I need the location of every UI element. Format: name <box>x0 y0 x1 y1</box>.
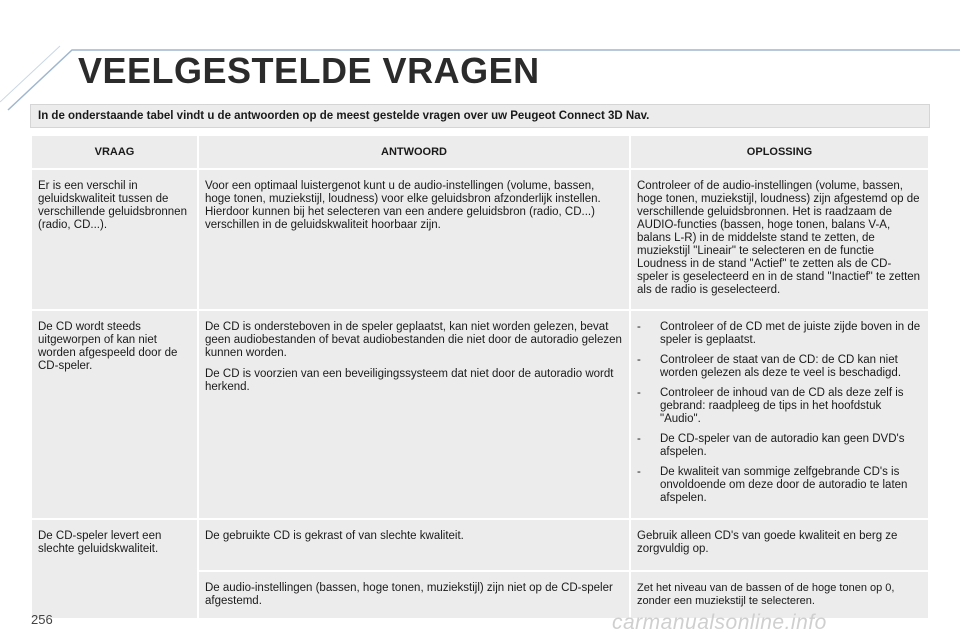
page-title: VEELGESTELDE VRAGEN <box>78 50 540 91</box>
list-dash: - <box>637 466 641 478</box>
table-row <box>32 520 928 570</box>
list-item <box>637 387 922 426</box>
table-row <box>32 311 928 518</box>
solution-cell: Controleer of de audio-instellingen (volume, bassen, hoge tonen, muziekstijl, loudness) zijn afgestemd op de verschillende geluidsbronnen. Het is raadzaam de AUDIO-functies (bassen, hoge tonen, balans V-A, balans L-R) in de middelste stand te zetten, de muziekstijl "Lineair" te selecteren en de functie Loudness in de stand "Actief" te zetten als de CD-speler is geselecteerd en in de stand "Inactief" te zetten als de radio is geselecteerd. <box>631 170 928 309</box>
intro-banner: In de onderstaande tabel vindt u de antwoorden op de meest gestelde vragen over uw Peugeot Connect 3D Nav. <box>30 104 930 128</box>
question-cell: De CD wordt steeds uitgeworpen of kan niet worden afgespeeld door de CD-speler. <box>32 311 197 518</box>
list-dash: - <box>637 321 641 333</box>
list-item-text: De kwaliteit van sommige zelfgebrande CD's is onvoldoende om deze door de autoradio te laten afspelen. <box>660 466 908 504</box>
solution-cell: Gebruik alleen CD's van goede kwaliteit en berg ze zorgvuldig op. <box>631 520 928 570</box>
header-answer: ANTWOORD <box>199 136 629 168</box>
solution-cell: Zet het niveau van de bassen of de hoge tonen op 0, zonder een muziekstijl te selecteren. <box>631 572 928 618</box>
list-item <box>637 321 922 347</box>
question-cell: De CD-speler levert een slechte geluidskwaliteit. <box>32 520 197 618</box>
list-item <box>637 433 922 459</box>
page-number: 256 <box>31 612 53 627</box>
list-item <box>637 466 922 505</box>
list-dash: - <box>637 433 641 445</box>
answer-cell: Voor een optimaal luistergenot kunt u de audio-instellingen (volume, bassen, hoge tonen, muziekstijl, loudness) voor elke geluidsbron afzonderlijk instellen. Hierdoor kunnen bij het selecteren van een andere geluidsbron (radio, CD...) verschillen in de geluidskwaliteit hoorbaar zijn. <box>199 170 629 309</box>
list-item-text: Controleer of de CD met de juiste zijde boven in de speler is geplaatst. <box>660 321 921 346</box>
list-dash: - <box>637 387 641 399</box>
solution-cell <box>631 311 928 518</box>
answer-paragraph: De CD is ondersteboven in de speler geplaatst, kan niet worden gelezen, bevat geen audiobestanden of bevat audiobestanden die niet door de autoradio gelezen kunnen worden. <box>205 321 622 359</box>
list-item-text: Controleer de staat van de CD: de CD kan niet worden gelezen als deze te veel is beschadigd. <box>660 354 902 379</box>
answer-paragraph: De CD is voorzien van een beveiligingssysteem dat niet door de autoradio wordt herkend. <box>205 368 614 393</box>
answer-cell: De audio-instellingen (bassen, hoge tonen, muziekstijl) zijn niet op de CD-speler afgestemd. <box>199 572 629 618</box>
list-item-text: Controleer de inhoud van de CD als deze zelf is gebrand: raadpleeg de tips in het hoofdstuk "Audio". <box>660 387 904 425</box>
faq-table <box>30 134 930 620</box>
question-cell: Er is een verschil in geluidskwaliteit tussen de verschillende geluidsbronnen (radio, CD...). <box>32 170 197 309</box>
answer-cell: De gebruikte CD is gekrast of van slechte kwaliteit. <box>199 520 629 570</box>
solution-list <box>637 321 922 505</box>
list-item <box>637 354 922 380</box>
list-item-text: De CD-speler van de autoradio kan geen DVD's afspelen. <box>660 433 905 458</box>
table-row <box>32 170 928 309</box>
watermark: carmanualsonline.info <box>612 611 827 634</box>
answer-cell <box>199 311 629 518</box>
table-header-row <box>32 136 928 168</box>
header-solution: OPLOSSING <box>631 136 928 168</box>
header-question: VRAAG <box>32 136 197 168</box>
list-dash: - <box>637 354 641 366</box>
